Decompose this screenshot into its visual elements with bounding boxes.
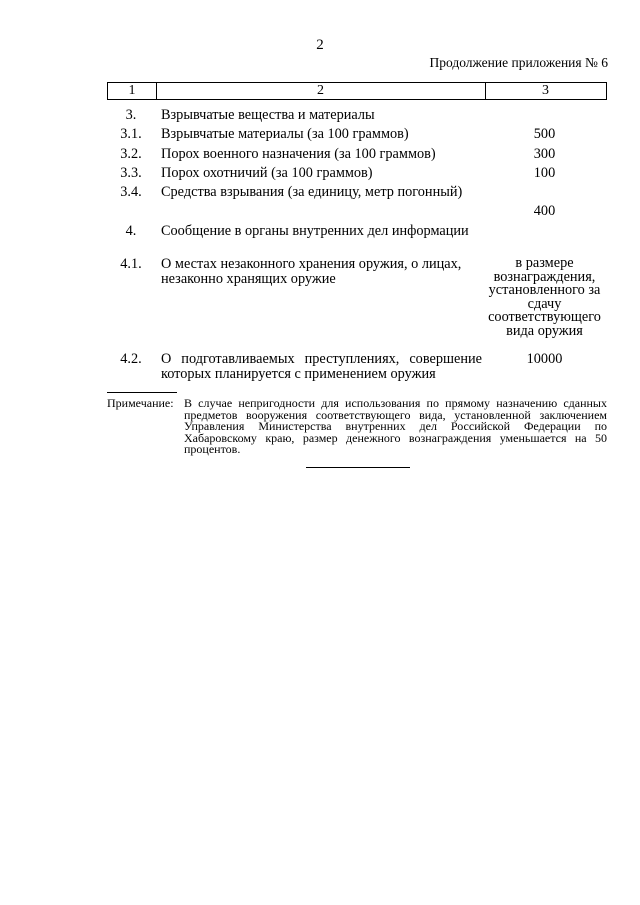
appendix-continuation-label: Продолжение приложения № 6 <box>429 55 608 70</box>
note-separator-line <box>107 392 177 393</box>
column-header-3: 3 <box>542 83 549 98</box>
row-value: в размере вознаграждения, установленного за сдачу соответствующего вида оружия <box>488 255 601 339</box>
row-value: 100 <box>533 165 556 181</box>
note-text: В случае непригодности для использования по прямому назначению сданных предметов вооружения соответствующего вида, установленной заключением Управления Министерства внутренних дел Российской Федерации по Хабаровскому краю, размер денежного вознаграждения уменьшается на 50 процентов. <box>184 396 607 456</box>
row-number: 3.2. <box>120 146 142 162</box>
row-text: О подготавливаемых преступлениях, совершение которых планируется с применением оружия <box>161 351 482 382</box>
row-value: 10000 <box>526 351 563 367</box>
row-text: Взрывчатые материалы (за 100 граммов) <box>161 126 409 142</box>
row-text: Порох охотничий (за 100 граммов) <box>161 165 373 181</box>
note-label: Примечание: <box>107 396 174 410</box>
row-number: 3. <box>125 107 137 123</box>
row-text: Взрывчатые вещества и материалы <box>161 107 375 123</box>
row-value: 400 <box>533 203 556 219</box>
row-text: Средства взрывания (за единицу, метр погонный) <box>161 184 463 200</box>
row-number: 4. <box>125 223 137 239</box>
row-number: 3.1. <box>120 126 142 142</box>
end-of-document-line <box>306 467 410 468</box>
column-header-1: 1 <box>108 83 157 99</box>
row-text: Сообщение в органы внутренних дел информации <box>161 223 469 239</box>
row-number: 4.1. <box>120 256 142 272</box>
table-header <box>107 82 607 100</box>
column-header-2: 2 <box>156 83 486 99</box>
page-number: 2 <box>316 37 324 53</box>
row-number: 4.2. <box>120 351 142 367</box>
row-value: 300 <box>533 146 556 162</box>
row-number: 3.3. <box>120 165 142 181</box>
row-number: 3.4. <box>120 184 142 200</box>
row-text: Порох военного назначения (за 100 граммов) <box>161 146 436 162</box>
row-value: 500 <box>533 126 556 142</box>
row-text: О местах незаконного хранения оружия, о лицах, незаконно хранящих оружие <box>161 256 462 287</box>
